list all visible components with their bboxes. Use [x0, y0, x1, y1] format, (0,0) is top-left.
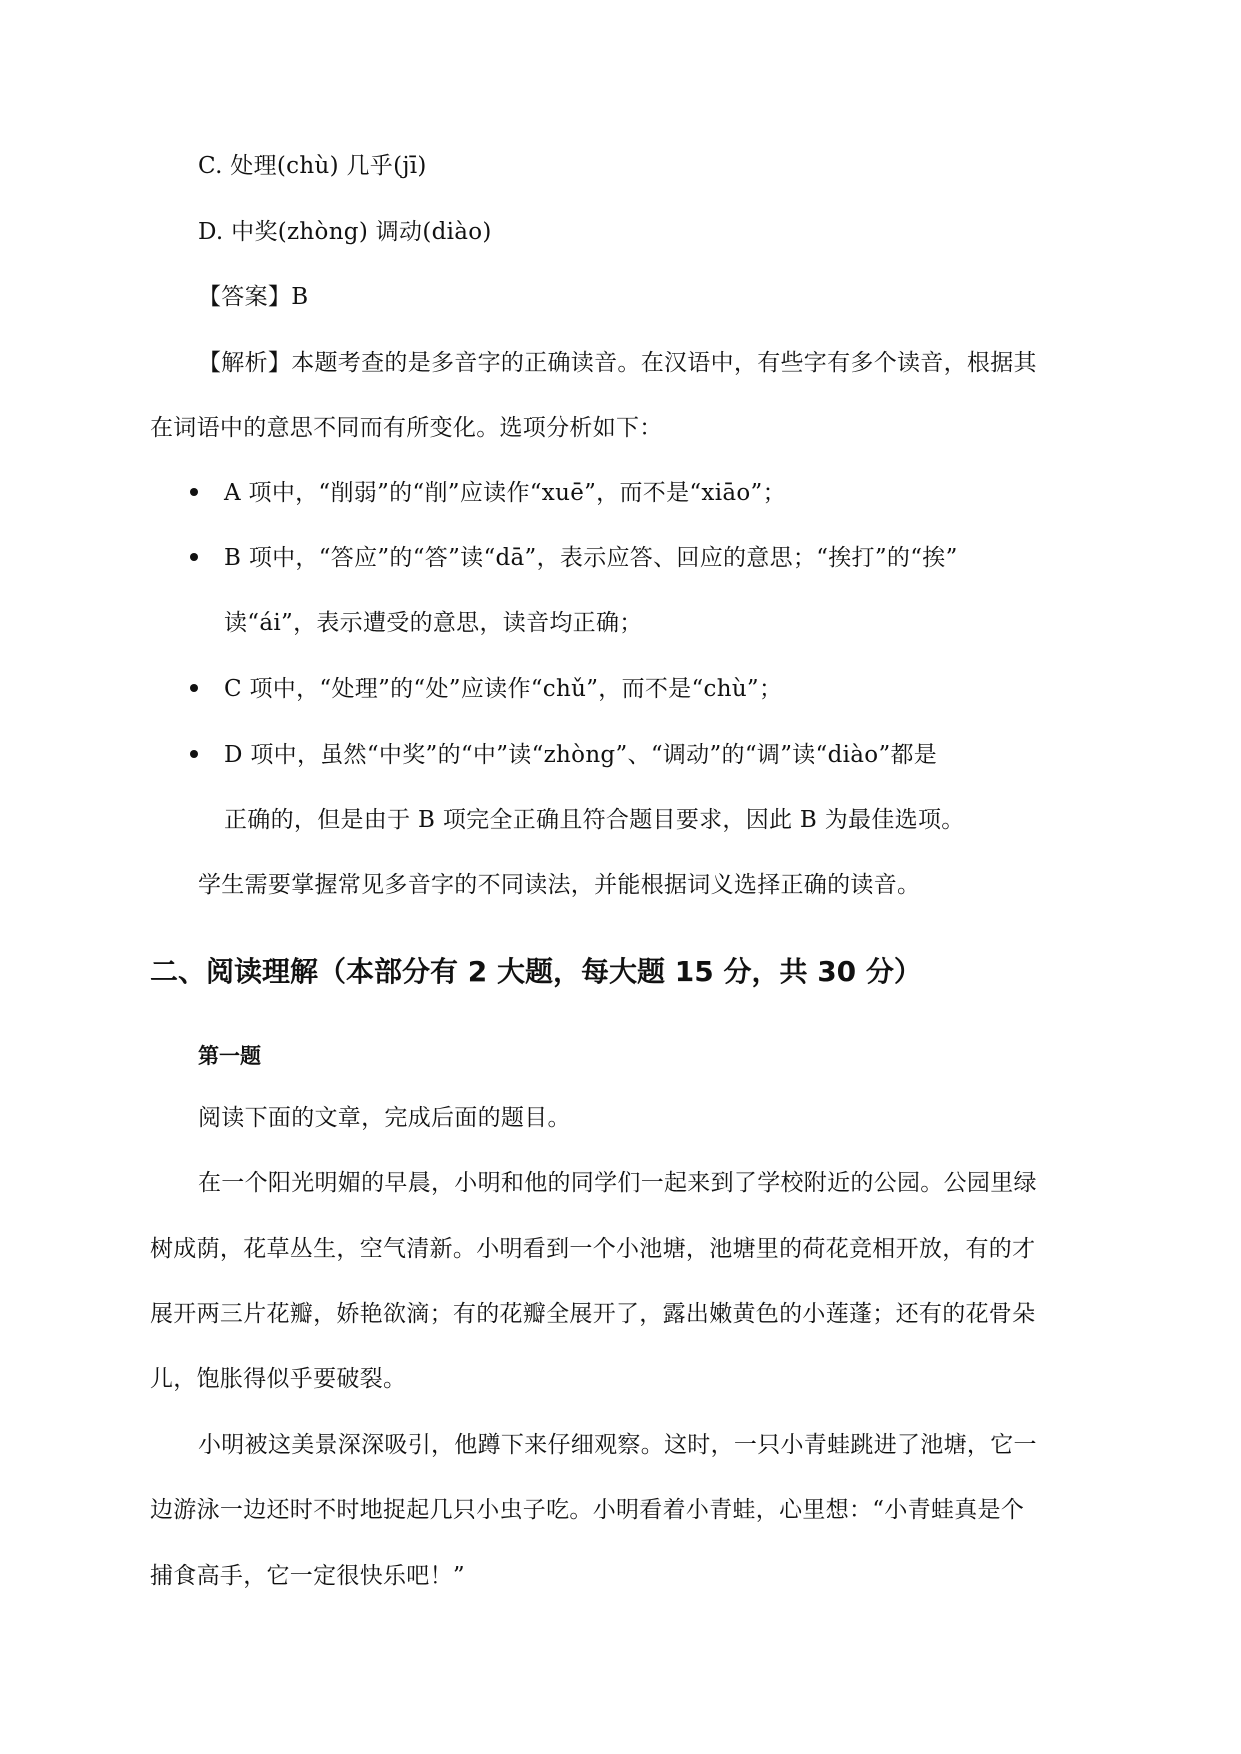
- section-heading: 二、阅读理解（本部分有 2 大题，每大题 15 分，共 30 分）: [150, 955, 922, 988]
- bullet-dot-icon: [190, 684, 198, 692]
- option-c: C. 处理(chù) 几乎(jī): [198, 153, 427, 179]
- passage-p2-line-3: 捕食高手，它一定很快乐吧！”: [150, 1563, 465, 1589]
- bullet-c-line-1: C 项中，“处理”的“处”应读作“chǔ”，而不是“chù”；: [224, 676, 783, 702]
- passage-p1-line-3: 展开两三片花瓣，娇艳欲滴；有的花瓣全展开了，露出嫩黄色的小莲蓬；还有的花骨朵: [150, 1301, 1036, 1327]
- bullet-dot-icon: [190, 488, 198, 496]
- analysis-summary: 学生需要掌握常见多音字的不同读法，并能根据词义选择正确的读音。: [198, 872, 921, 898]
- passage-p2-line-1: 小明被这美景深深吸引，他蹲下来仔细观察。这时，一只小青蛙跳进了池塘，它一: [198, 1432, 1037, 1458]
- passage-p2-line-2: 边游泳一边还时不时地捉起几只小虫子吃。小明看着小青蛙，心里想：“小青蛙真是个: [150, 1497, 1025, 1523]
- bullet-b-line-1: B 项中，“答应”的“答”读“dā”，表示应答、回应的意思；“挨打”的“挨”: [224, 545, 958, 571]
- passage-p1-line-4: 儿，饱胀得似乎要破裂。: [150, 1366, 407, 1392]
- passage-p1-line-1: 在一个阳光明媚的早晨，小明和他的同学们一起来到了学校附近的公园。公园里绿: [198, 1170, 1037, 1196]
- reading-instruction: 阅读下面的文章，完成后面的题目。: [198, 1105, 571, 1131]
- bullet-b-line-2: 读“ái”，表示遭受的意思，读音均正确；: [224, 610, 643, 636]
- option-d: D. 中奖(zhòng) 调动(diào): [198, 219, 492, 245]
- bullet-d-line-2: 正确的，但是由于 B 项完全正确且符合题目要求，因此 B 为最佳选项。: [224, 807, 965, 833]
- bullet-dot-icon: [190, 553, 198, 561]
- bullet-a-line-1: A 项中，“削弱”的“削”应读作“xuē”，而不是“xiāo”；: [224, 480, 786, 506]
- answer-line: 【答案】B: [198, 284, 309, 310]
- bullet-d-line-1: D 项中，虽然“中奖”的“中”读“zhòng”、“调动”的“调”读“diào”都是: [224, 742, 938, 768]
- bullet-dot-icon: [190, 750, 198, 758]
- question-heading: 第一题: [198, 1044, 261, 1068]
- analysis-line-1: 【解析】本题考查的是多音字的正确读音。在汉语中，有些字有多个读音，根据其: [198, 350, 1037, 376]
- analysis-line-2: 在词语中的意思不同而有所变化。选项分析如下：: [150, 415, 663, 441]
- passage-p1-line-2: 树成荫，花草丛生，空气清新。小明看到一个小池塘，池塘里的荷花竞相开放，有的才: [150, 1236, 1036, 1262]
